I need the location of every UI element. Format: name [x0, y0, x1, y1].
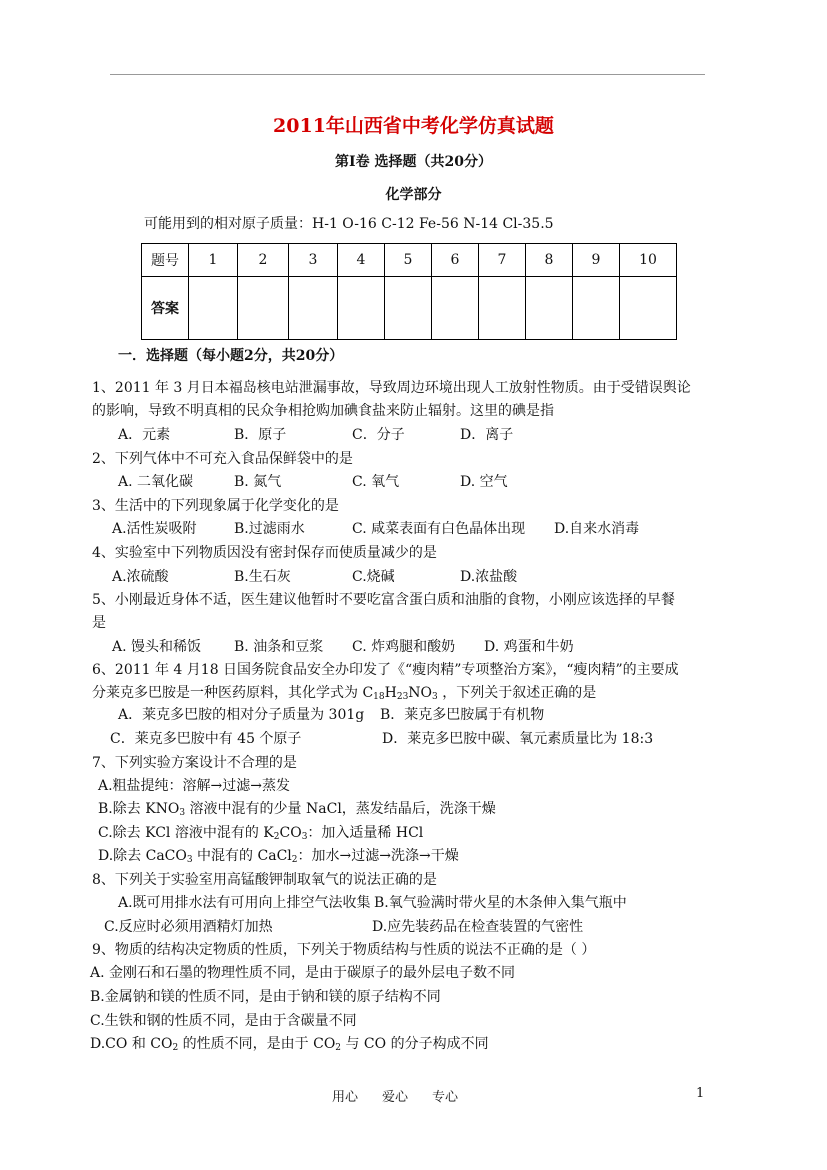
- q8-option-a: A.既可用排水法有可用向上排空气法收集: [118, 895, 371, 911]
- q3-option-c: C. 咸菜表面有白色晶体出现: [352, 521, 526, 537]
- q1-option-d: D．离子: [460, 427, 514, 443]
- answer-cell[interactable]: [526, 277, 573, 340]
- q3-option-b: B.过滤雨水: [234, 521, 305, 537]
- q6-stem-text: ，下列关于叙述正确的是: [437, 685, 597, 701]
- table-cell-number: 10: [620, 244, 677, 277]
- q3-option-a: A.活性炭吸附: [112, 521, 197, 537]
- answer-table-row-answers: [142, 277, 677, 340]
- table-cell-number: 8: [526, 244, 573, 277]
- q3-stem: 3、生活中的下列现象属于化学变化的是: [92, 498, 339, 514]
- q5-option-b: B. 油条和豆浆: [234, 639, 324, 655]
- subscript: 2: [291, 855, 298, 865]
- q1-option-a: A．元素: [118, 427, 171, 443]
- q2-option-a: A. 二氧化碳: [118, 474, 194, 490]
- option-text: CO: [279, 825, 302, 841]
- q2-option-c: C. 氧气: [352, 474, 400, 490]
- page-title: 2011年山西省中考化学仿真试题: [273, 115, 554, 137]
- q9-stem: 9、物质的结构决定物质的性质，下列关于物质结构与性质的说法不正确的是（ ）: [92, 942, 596, 958]
- q6-stem-text: 分莱克多巴胺是一种医药原料，其化学式为 C: [92, 685, 374, 701]
- q9-option-a: A. 金刚石和石墨的物理性质不同，是由于碳原子的最外层电子数不同: [90, 965, 516, 981]
- q8-option-c: C.反应时必须用酒精灯加热: [104, 919, 273, 935]
- option-text: D.除去 CaCO: [98, 848, 187, 864]
- q1-option-b: B．原子: [234, 427, 287, 443]
- table-cell-number: 5: [385, 244, 432, 277]
- option-text: C.除去 KCl 溶液中混有的 K: [98, 825, 274, 841]
- row-label-number: 题号: [142, 244, 189, 277]
- subscript: 23: [396, 692, 409, 702]
- part-heading: 一．选择题（每小题2分，共20分）: [118, 348, 344, 364]
- footer-text-1: 用心: [332, 1090, 359, 1105]
- q2-option-b: B. 氮气: [234, 474, 282, 490]
- q1-option-c: C．分子: [352, 427, 405, 443]
- q7-option-b: [98, 800, 496, 822]
- subscript: 3: [179, 808, 186, 818]
- q2-stem: 2、下列气体中不可充入食品保鲜袋中的是: [92, 451, 353, 467]
- subscript: 2: [335, 1043, 342, 1053]
- answer-table: [141, 243, 677, 340]
- q6-stem-line2: [92, 684, 596, 706]
- q7-option-a: A.粗盐提纯：溶解→过滤→蒸发: [98, 778, 291, 794]
- q5-stem-line1: 5、小刚最近身体不适，医生建议他暂时不要吃富含蛋白质和油脂的食物，小刚应该选择的早餐: [92, 592, 675, 608]
- formula-part: H: [384, 685, 397, 701]
- q6-option-a: A．莱克多巴胺的相对分子质量为 301g: [118, 707, 365, 723]
- q4-option-b: B.生石灰: [234, 569, 291, 585]
- atomic-masses: 可能用到的相对原子质量：H-1 O-16 C-12 Fe-56 N-14 Cl-35.5: [144, 216, 554, 232]
- option-text: 与 CO 的分子构成不同: [341, 1036, 489, 1052]
- answer-cell[interactable]: [189, 277, 238, 340]
- q8-option-b: B.氧气验满时带火星的木条伸入集气瓶中: [374, 895, 627, 911]
- subject-title: 化学部分: [385, 187, 442, 203]
- q5-stem-line2: 是: [92, 615, 106, 631]
- q4-option-a: A.浓硫酸: [112, 569, 169, 585]
- table-cell-number: 9: [573, 244, 620, 277]
- answer-cell[interactable]: [385, 277, 432, 340]
- section-title: 第Ⅰ卷 选择题（共20分）: [335, 154, 492, 170]
- row-label-answer: 答案: [142, 277, 189, 340]
- q1-stem-line1: 1、2011 年 3 月日本福岛核电站泄漏事故，导致周边环境出现人工放射性物质。由于受错误舆论: [92, 380, 691, 396]
- q7-option-d: [98, 847, 459, 869]
- subscript: 18: [373, 692, 385, 702]
- q8-stem: 8、下列关于实验室用高锰酸钾制取氧气的说法正确的是: [92, 872, 437, 888]
- q6-option-d: D．莱克多巴胺中碳、氧元素质量比为 18:3: [382, 731, 654, 747]
- q6-stem-line1: 6、2011 年 4 月18 日国务院食品安全办印发了《“瘦肉精”专项整治方案》，“瘦肉精”的主要成: [92, 662, 679, 678]
- q3-option-d: D.自来水消毒: [554, 521, 640, 537]
- answer-cell[interactable]: [620, 277, 677, 340]
- answer-cell[interactable]: [479, 277, 526, 340]
- q9-option-c: C.生铁和钢的性质不同，是由于含碳量不同: [90, 1013, 357, 1029]
- option-text: 溶液中混有的少量 NaCl，蒸发结晶后，洗涤干燥: [185, 801, 496, 817]
- subscript: 2: [172, 1043, 179, 1053]
- footer-text-3: 专心: [432, 1090, 459, 1105]
- q6-option-c: C．莱克多巴胺中有 45 个原子: [110, 731, 302, 747]
- table-cell-number: 3: [289, 244, 338, 277]
- q9-option-b: B.金属钠和镁的性质不同，是由于钠和镁的原子结构不同: [90, 989, 441, 1005]
- option-text: 的性质不同，是由于 CO: [178, 1036, 336, 1052]
- option-text: ：加水→过滤→洗涤→干燥: [297, 848, 459, 864]
- table-cell-number: 6: [432, 244, 479, 277]
- q4-stem: 4、实验室中下列物质因没有密封保存而使质量减少的是: [92, 545, 437, 561]
- q2-option-d: D. 空气: [460, 474, 508, 490]
- q7-option-c: [98, 824, 423, 846]
- answer-cell[interactable]: [573, 277, 620, 340]
- page-number: 1: [696, 1086, 705, 1101]
- subscript: 3: [432, 692, 438, 702]
- option-text: ：加入适量稀 HCl: [307, 825, 424, 841]
- answer-table-row-numbers: [142, 244, 677, 277]
- answer-cell[interactable]: [289, 277, 338, 340]
- option-text: D.CO 和 CO: [90, 1036, 173, 1052]
- answer-cell[interactable]: [238, 277, 289, 340]
- option-text: 中混有的 CaCl: [192, 848, 292, 864]
- table-cell-number: 2: [238, 244, 289, 277]
- q8-option-d: D.应先装药品在检查装置的气密性: [372, 919, 584, 935]
- q5-option-d: D. 鸡蛋和牛奶: [484, 639, 574, 655]
- q4-option-d: D.浓盐酸: [460, 569, 518, 585]
- table-cell-number: 4: [338, 244, 385, 277]
- table-cell-number: 1: [189, 244, 238, 277]
- answer-cell[interactable]: [432, 277, 479, 340]
- subscript: 2: [273, 832, 280, 842]
- q5-option-c: C. 炸鸡腿和酸奶: [352, 639, 456, 655]
- table-cell-number: 7: [479, 244, 526, 277]
- q7-stem: 7、下列实验方案设计不合理的是: [92, 755, 297, 771]
- header-rule: [110, 74, 705, 75]
- q1-stem-line2: 的影响，导致不明真相的民众争相抢购加碘食盐来防止辐射。这里的碘是指: [92, 403, 554, 419]
- q4-option-c: C.烧碱: [352, 569, 395, 585]
- q9-option-d: [90, 1035, 489, 1057]
- option-text: B.除去 KNO: [98, 801, 180, 817]
- subscript: 3: [186, 855, 193, 865]
- formula-part: NO: [408, 685, 433, 701]
- q5-option-a: A. 馒头和稀饭: [112, 639, 202, 655]
- subscript: 3: [301, 832, 308, 842]
- answer-cell[interactable]: [338, 277, 385, 340]
- footer-text-2: 爱心: [382, 1090, 409, 1105]
- q6-option-b: B．莱克多巴胺属于有机物: [380, 707, 545, 723]
